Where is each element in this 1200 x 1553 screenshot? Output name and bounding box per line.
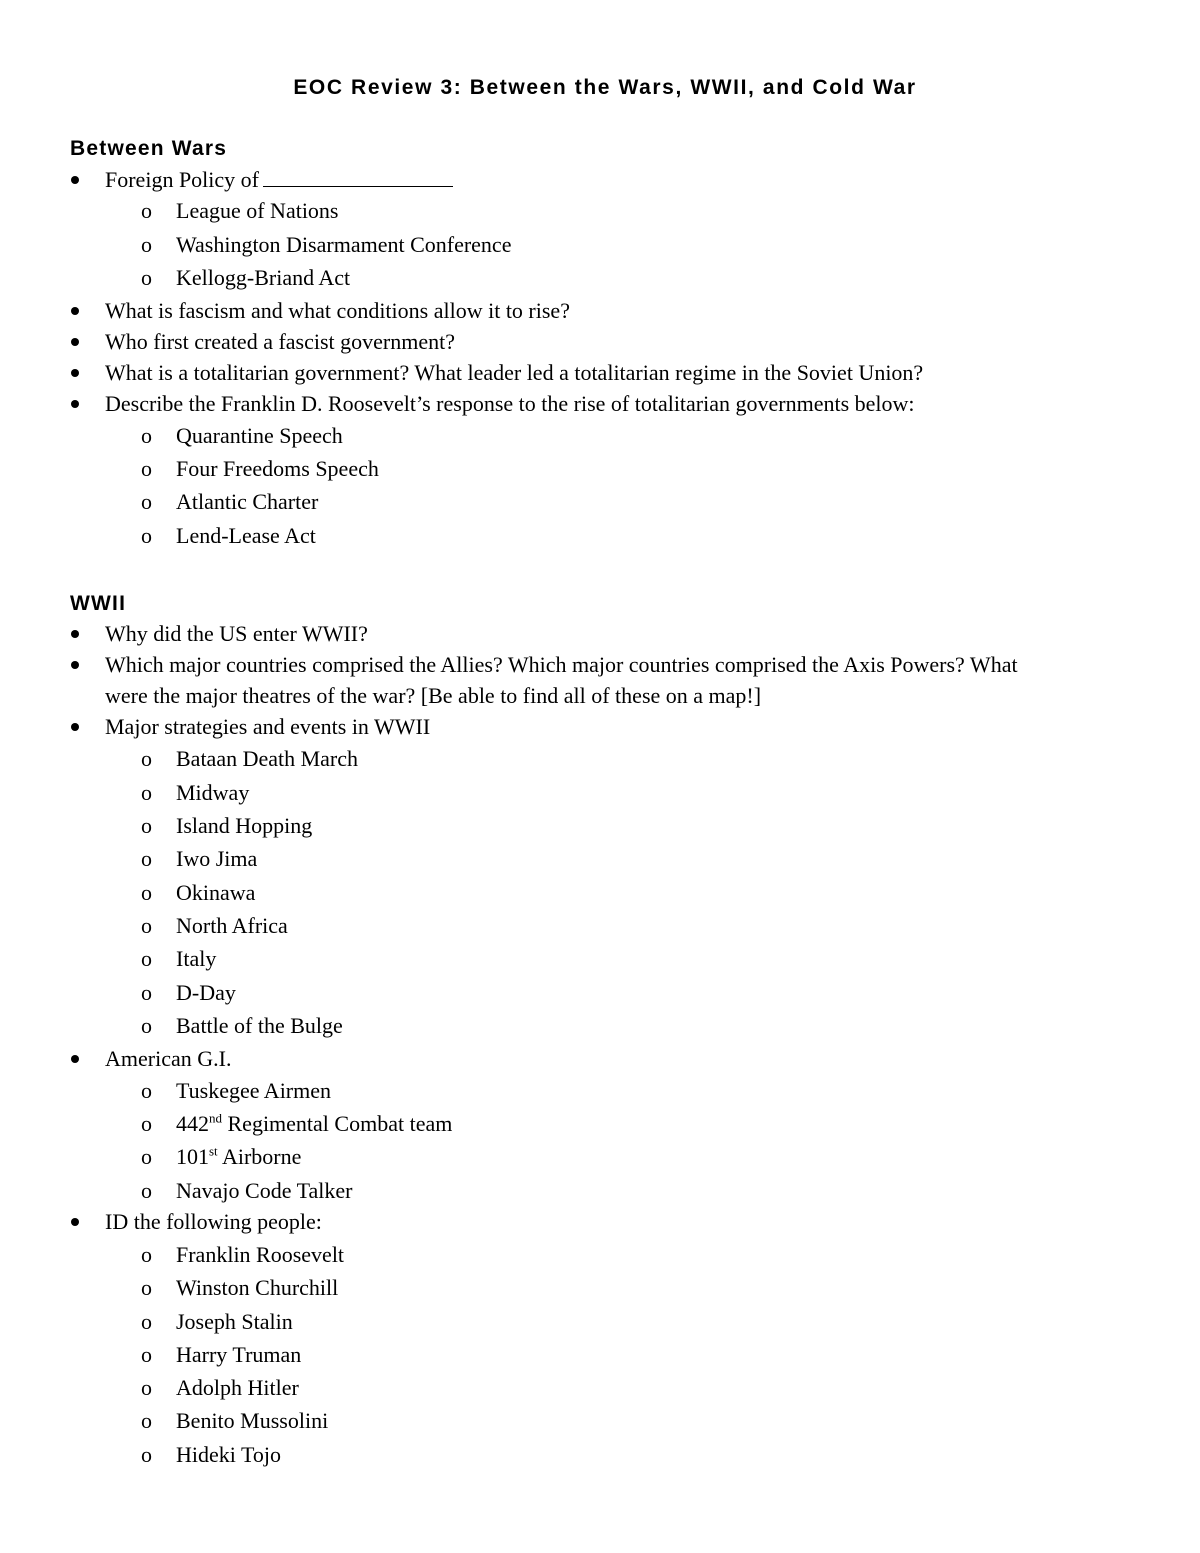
document-title: EOC Review 3: Between the Wars, WWII, and Cold War <box>293 76 917 99</box>
bullet-icon <box>71 400 79 408</box>
sub-list-item <box>176 1177 352 1205</box>
bullet-icon <box>71 630 79 638</box>
sub-list-item: Hideki Tojo <box>176 1442 281 1467</box>
sub-list-item: Okinawa <box>176 880 256 905</box>
bullet-icon <box>71 176 79 184</box>
sub-bullet-icon: o <box>141 456 152 481</box>
answer-blank <box>263 168 453 187</box>
sub-list-item: Island Hopping <box>176 813 313 838</box>
sub-list-item: Franklin Roosevelt <box>176 1242 345 1267</box>
list-item: Who first created a fascist government? <box>105 329 456 354</box>
bullet-icon <box>71 1055 79 1063</box>
sub-bullet-icon: o <box>141 232 152 257</box>
sub-bullet-icon: o <box>141 1408 152 1433</box>
sub-list-item-text: Navajo Code Talker <box>176 1178 353 1203</box>
list-item-continuation: were the major theatres of the war? [Be able to find all of these on a map!] <box>105 683 762 708</box>
sub-bullet-icon: o <box>141 1442 152 1467</box>
sub-list-item <box>176 1143 301 1171</box>
sub-list-item: Adolph Hitler <box>176 1375 299 1400</box>
list-item: What is fascism and what conditions allow it to rise? <box>105 298 570 323</box>
list-item: ID the following people: <box>105 1209 322 1234</box>
sub-list-item: Quarantine Speech <box>176 423 343 448</box>
bullet-icon <box>71 1218 79 1226</box>
sub-bullet-icon: o <box>141 1111 152 1136</box>
sub-list-item <box>176 1110 452 1138</box>
sub-list-item: Four Freedoms Speech <box>176 456 379 481</box>
sub-bullet-icon: o <box>141 746 152 771</box>
sub-bullet-icon: o <box>141 813 152 838</box>
list-item: Major strategies and events in WWII <box>105 714 431 739</box>
bullet-icon <box>71 338 79 346</box>
bullet-icon <box>71 723 79 731</box>
sub-list-item-text: Regimental Combat team <box>222 1111 453 1136</box>
list-item: What is a totalitarian government? What leader led a totalitarian regime in the Soviet Union? <box>105 360 924 385</box>
section-heading-wwii: WWII <box>70 592 127 615</box>
sub-bullet-icon: o <box>141 780 152 805</box>
bullet-icon <box>71 661 79 669</box>
sub-bullet-icon: o <box>141 1342 152 1367</box>
sub-list-item: Battle of the Bulge <box>176 1013 343 1038</box>
sub-bullet-icon: o <box>141 489 152 514</box>
sub-list-item: North Africa <box>176 913 288 938</box>
list-item <box>105 166 453 194</box>
sub-bullet-icon: o <box>141 265 152 290</box>
sub-bullet-icon: o <box>141 1375 152 1400</box>
sub-bullet-icon: o <box>141 1144 152 1169</box>
sub-list-item: Benito Mussolini <box>176 1408 329 1433</box>
sub-list-item: Joseph Stalin <box>176 1309 293 1334</box>
sub-bullet-icon: o <box>141 1013 152 1038</box>
sub-bullet-icon: o <box>141 846 152 871</box>
sub-bullet-icon: o <box>141 1275 152 1300</box>
sub-list-item: Washington Disarmament Conference <box>176 232 512 257</box>
list-item: American G.I. <box>105 1046 232 1071</box>
sub-list-item-text: 442 <box>176 1111 209 1136</box>
list-item: Which major countries comprised the Allies? Which major countries comprised the Axis Powers? What <box>105 652 1018 677</box>
sub-bullet-icon: o <box>141 1242 152 1267</box>
list-item: Describe the Franklin D. Roosevelt’s response to the rise of totalitarian governments below: <box>105 391 915 416</box>
sub-list-item: Kellogg-Briand Act <box>176 265 351 290</box>
sub-list-item: Iwo Jima <box>176 846 258 871</box>
sub-bullet-icon: o <box>141 980 152 1005</box>
sub-bullet-icon: o <box>141 1078 152 1103</box>
sub-bullet-icon: o <box>141 1309 152 1334</box>
sub-bullet-icon: o <box>141 1178 152 1203</box>
sub-list-item: Harry Truman <box>176 1342 302 1367</box>
sub-bullet-icon: o <box>141 913 152 938</box>
section-heading-between-wars: Between Wars <box>70 137 228 160</box>
list-item: Why did the US enter WWII? <box>105 621 368 646</box>
list-item-text: Foreign Policy of <box>105 167 259 192</box>
sub-list-item: Bataan Death March <box>176 746 359 771</box>
bullet-icon <box>71 369 79 377</box>
sub-list-item: Italy <box>176 946 217 971</box>
sub-bullet-icon: o <box>141 880 152 905</box>
sub-list-item: Lend-Lease Act <box>176 523 316 548</box>
sub-list-item <box>176 1077 331 1105</box>
sub-list-item-text: Airborne <box>217 1144 302 1169</box>
bullet-icon <box>71 307 79 315</box>
sub-bullet-icon: o <box>141 423 152 448</box>
sub-list-item: Midway <box>176 780 250 805</box>
sub-list-item: Atlantic Charter <box>176 489 319 514</box>
ordinal-suffix: st <box>209 1143 218 1159</box>
ordinal-suffix: nd <box>209 1110 222 1126</box>
sub-bullet-icon: o <box>141 946 152 971</box>
sub-list-item: D-Day <box>176 980 236 1005</box>
sub-list-item-text: Tuskegee Airmen <box>176 1078 332 1103</box>
sub-bullet-icon: o <box>141 198 152 223</box>
sub-bullet-icon: o <box>141 523 152 548</box>
sub-list-item-text: 101 <box>176 1144 209 1169</box>
sub-list-item: League of Nations <box>176 198 339 223</box>
sub-list-item: Winston Churchill <box>176 1275 339 1300</box>
